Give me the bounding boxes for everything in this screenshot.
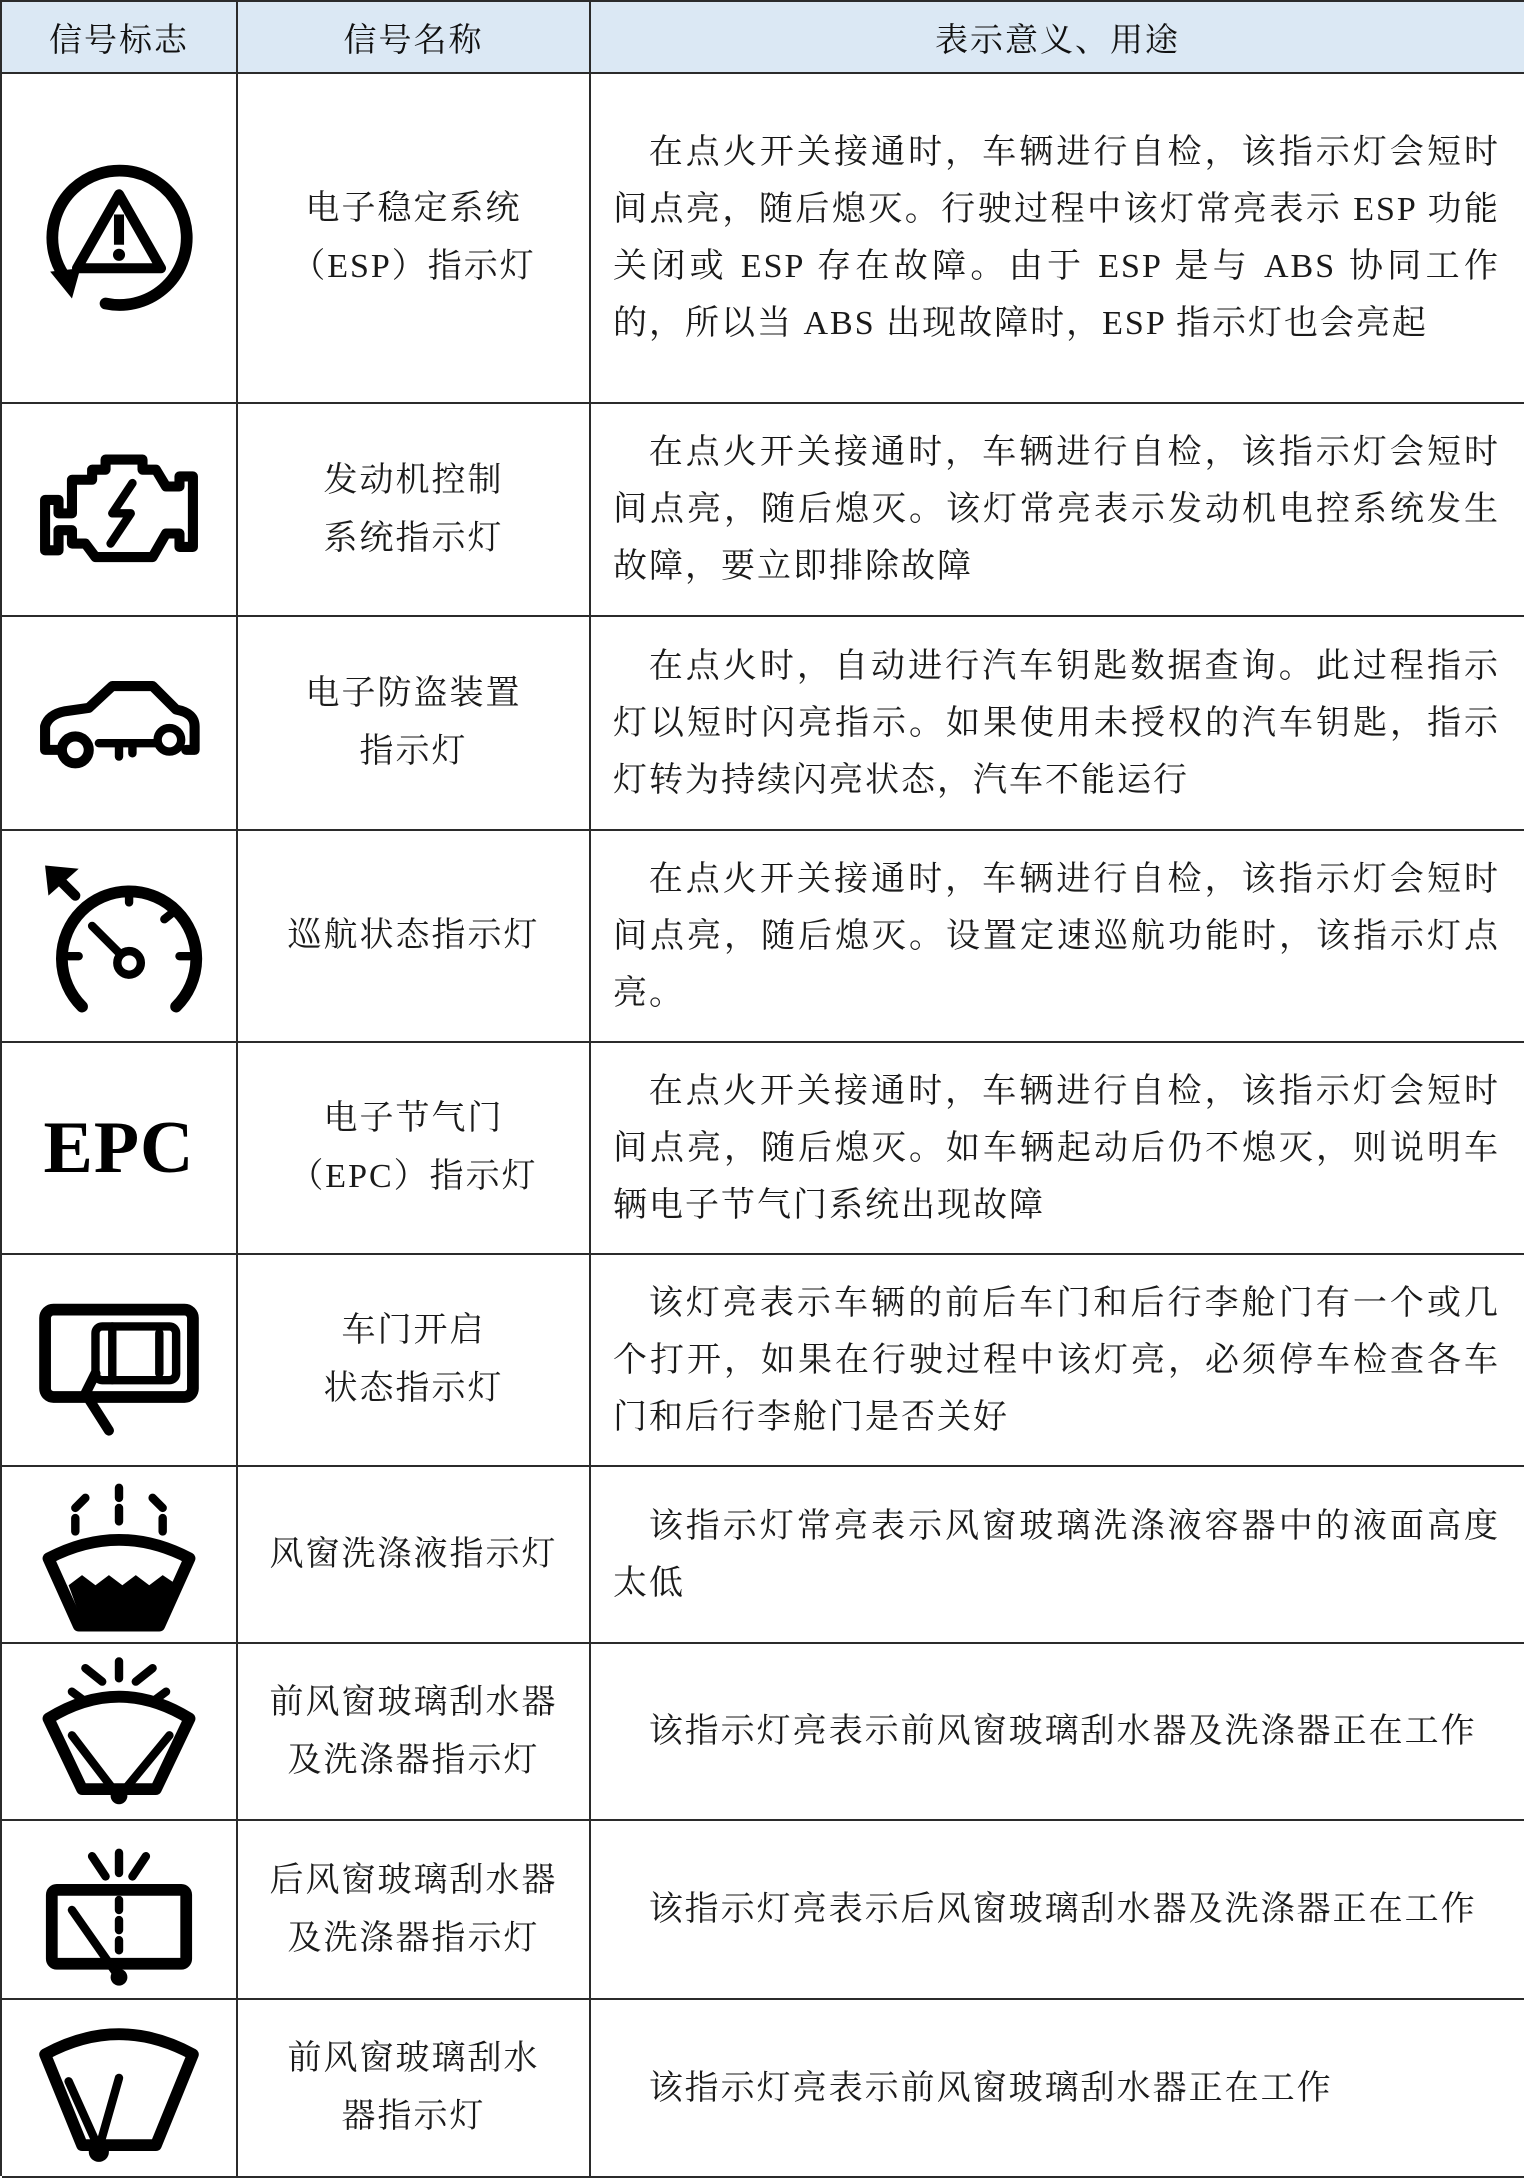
meaning-text: 在点火时，自动进行汽车钥匙数据查询。此过程指示灯以短时闪亮指示。如果使用未授权的汽车钥匙，指示灯转为持续闪亮状态，汽车不能运行 xyxy=(613,647,1500,799)
signal-name-line: 系统指示灯 xyxy=(323,519,504,557)
meaning-text: 在点火开关接通时，车辆进行自检，该指示灯会短时间点亮，随后熄灭。如车辆起动后仍不熄灭，则说明车辆电子节气门系统出现故障 xyxy=(613,1072,1500,1224)
signal-name-cell xyxy=(238,404,591,617)
meaning-cell xyxy=(591,74,1524,404)
symbol-cell xyxy=(2,74,238,404)
signal-name-cell xyxy=(238,831,591,1043)
door-open-icon xyxy=(35,1276,203,1444)
front-wiper-washer-icon xyxy=(35,1648,203,1816)
signal-name-cell xyxy=(238,1821,591,2000)
meaning-cell xyxy=(591,1255,1524,1467)
signal-name-line: 电子节气门 xyxy=(323,1100,504,1137)
rear-wiper-washer-icon xyxy=(35,1826,203,1994)
meaning-cell xyxy=(591,1644,1524,1821)
signal-name-cell xyxy=(238,1644,591,1821)
meaning-text: 在点火开关接通时，车辆进行自检，该指示灯会短时间点亮，随后熄灭。行驶过程中该灯常亮表示 ESP 功能关闭或 ESP 存在故障。由于 ESP 是与 ABS 协同工作的，所以当 ABS 出现故障时，ESP 指示灯也会亮起 xyxy=(613,134,1500,342)
meaning-text: 在点火开关接通时，车辆进行自检，该指示灯会短时间点亮，随后熄灭。设置定速巡航功能时，该指示灯点亮。 xyxy=(613,860,1500,1012)
signal-name-line: 前风窗玻璃刮水器 xyxy=(269,1683,558,1721)
meaning-cell xyxy=(591,831,1524,1043)
signal-name-cell xyxy=(238,1255,591,1467)
signal-name-line: 状态指示灯 xyxy=(323,1370,504,1407)
signal-name-line: 后风窗玻璃刮水器 xyxy=(269,1861,558,1899)
symbol-cell xyxy=(2,1821,238,2000)
signal-name-line: 及洗涤器指示灯 xyxy=(287,1919,540,1957)
meaning-cell xyxy=(591,1821,1524,2000)
symbol-cell xyxy=(2,1644,238,1821)
signal-name-line: 前风窗玻璃刮水 xyxy=(287,2040,540,2077)
meaning-text: 该指示灯亮表示后风窗玻璃刮水器及洗涤器正在工作 xyxy=(648,1891,1477,1928)
signal-name-cell xyxy=(238,1467,591,1644)
signal-name-line: （ESP）指示灯 xyxy=(291,248,536,285)
signal-name-cell xyxy=(238,1043,591,1255)
symbol-cell xyxy=(2,2000,238,2178)
signal-name-line: 巡航状态指示灯 xyxy=(287,917,540,954)
signal-name-cell xyxy=(238,617,591,831)
meaning-cell xyxy=(591,1043,1524,1255)
meaning-cell xyxy=(591,617,1524,831)
symbol-cell xyxy=(2,831,238,1043)
header-symbol: 信号标志 xyxy=(2,2,238,74)
header-meaning: 表示意义、用途 xyxy=(591,2,1524,74)
signal-name-line: 车门开启 xyxy=(341,1312,486,1349)
symbol-cell xyxy=(2,1255,238,1467)
signal-name-line: 器指示灯 xyxy=(341,2098,486,2135)
cruise-control-icon xyxy=(35,852,203,1020)
engine-warning-icon xyxy=(35,426,203,594)
symbol-cell xyxy=(2,1043,238,1255)
meaning-cell xyxy=(591,1467,1524,1644)
car-key-immobilizer-icon xyxy=(35,639,203,807)
washer-fluid-icon xyxy=(35,1471,203,1639)
meaning-cell xyxy=(591,2000,1524,2178)
signal-name-line: 及洗涤器指示灯 xyxy=(287,1741,540,1779)
signal-name-cell xyxy=(238,2000,591,2178)
meaning-cell xyxy=(591,404,1524,617)
symbol-cell xyxy=(2,404,238,617)
meaning-text: 该指示灯常亮表示风窗玻璃洗涤液容器中的液面高度太低 xyxy=(613,1507,1500,1602)
signal-name-line: 发动机控制 xyxy=(323,461,504,499)
symbol-cell xyxy=(2,617,238,831)
header-name: 信号名称 xyxy=(238,2,591,74)
meaning-text: 在点火开关接通时，车辆进行自检，该指示灯会短时间点亮，随后熄灭。该灯常亮表示发动机电控系统发生故障，要立即排除故障 xyxy=(613,434,1500,585)
signal-name-line: （EPC）指示灯 xyxy=(289,1158,538,1195)
signal-name-line: 电子稳定系统 xyxy=(305,190,522,227)
signal-name-line: 电子防盗装置 xyxy=(305,675,522,712)
signal-name-cell xyxy=(238,74,591,404)
meaning-text: 该指示灯亮表示前风窗玻璃刮水器正在工作 xyxy=(648,2069,1333,2107)
symbol-cell xyxy=(2,1467,238,1644)
meaning-text: 该指示灯亮表示前风窗玻璃刮水器及洗涤器正在工作 xyxy=(648,1713,1477,1750)
signal-name-line: 指示灯 xyxy=(359,733,468,770)
epc-symbol-text: EPC xyxy=(43,1106,195,1189)
esp-warning-icon xyxy=(35,154,203,322)
signal-name-line: 风窗洗涤液指示灯 xyxy=(269,1535,558,1573)
meaning-text: 该灯亮表示车辆的前后车门和后行李舱门有一个或几个打开，如果在行驶过程中该灯亮，必须停车检查各车门和后行李舱门是否关好 xyxy=(613,1284,1500,1436)
front-wiper-icon xyxy=(35,2004,203,2172)
